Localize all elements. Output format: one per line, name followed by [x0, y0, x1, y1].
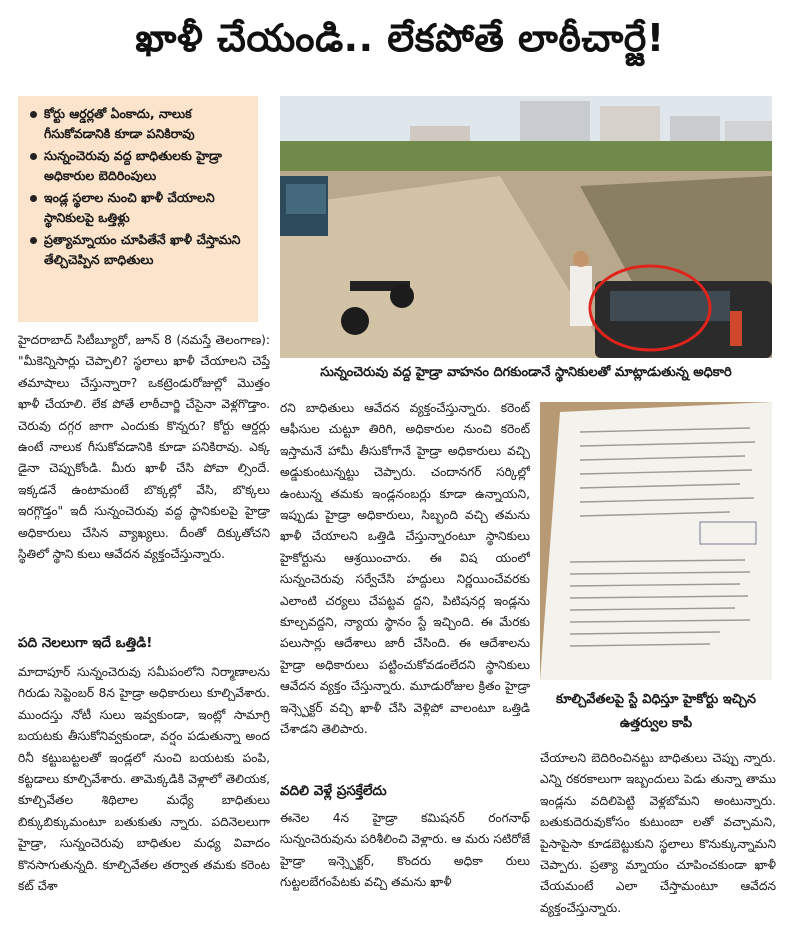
- article-col2-tail-text: ఈనెల 4న హైడ్రా కమిషనర్ రంగనాథ్ సున్నంచెరువును పరిశీలించి వెళ్లారు. ఆ మరు సటిరోజే హైడ్రా ఇన్స్పెక్టర్, కొందరు అధికా రులు గుట్టలబేగంపేటకు వచ్చి తమను ఖాళీ: [280, 811, 530, 890]
- court-order-illustration: [540, 402, 772, 680]
- article-col3-text: చేయాలని బెదిరించినట్టు బాధితులు చెప్పు న్నారు. ఎన్ని రకరకాలుగా ఇబ్బందులు పెడు తున్నా తాము ఇండ్లను వదిలిపెట్టి వెళ్లబోమని అంటున్నారు. బతుకుదెరువుకోసం కుటుంబా లతో వచ్చామని, పైసాపైసా కూడబెట్టుకుని స్థలాలు కొనుక్కున్నామని చెప్పారు. ప్రత్యా మ్నాయం చూపించకుండా ఖాళీ చేయమంటే ఎలా చేస్తామంటూ ఆవేదన వ్యక్తంచేస్తున్నారు.: [540, 751, 776, 915]
- subheading-1: పది నెలలుగా ఇదే ఒత్తిడి!: [18, 635, 153, 651]
- main-photo-illustration: [280, 96, 772, 358]
- highlight-item: [28, 146, 250, 186]
- court-order-caption: కూల్చివేతలపై స్టే విధిస్తూ హైకోర్టు ఇచ్చిన ఉత్తర్వుల కాపీ: [555, 692, 757, 731]
- article-body-col3: [540, 748, 776, 942]
- article-intro-text: హైదరాబాద్ సిటీబ్యూరో, జూన్ 8 (నమస్తే తెలంగాణ): "మీకెన్నిసార్లు చెప్పాలి? స్థలాలు ఖాళీ చేయాలని చెప్తే తమాషాలు చేస్తున్నారా? ఒకట్రెండురోజుల్లో మొత్తం ఖాళీ చేయాలి. లేక పోతే లాఠీచార్జి చేసైనా వెళ్లగొడ్తాం. చెరువు దగ్గర జాగా ఎందుకు కొన్నరు? కోర్టు ఆర్డర్లు ఉంటే నాలుక గీసుకోవడానికి కూడా పనికిరావు. ఎక్క డైనా చెప్పుకోండి. మీరు ఖాళీ చేసి పోవా ల్సిందే. ఇక్కడనే ఉంటామంటే బొక్కల్లో వేసి, బొక్కలు ఇరగ్గొడ్తం" ఇదీ సున్నంచెరువు వద్ద స్థానికులపై హైడ్రా అధికారులు చేసిన వ్యాఖ్యలు. దీంతో దిక్కుతోచని స్థితిలో స్థాని కులు ఆవేదన వ్యక్తంచేస్తున్నారు.: [18, 333, 270, 562]
- highlight-text: సున్నంచెరువు వద్ద బాధితులకు హైడ్రా అధికారుల బెదిరింపులు: [44, 148, 222, 183]
- bullet-dot-icon: [30, 111, 37, 118]
- bullet-dot-icon: [30, 153, 37, 160]
- headline: ఖాళీ చేయండి.. లేకపోతే లాఠీచార్జే!: [135, 16, 665, 60]
- highlight-text: కోర్టు ఆర్డర్లతో ఏంకాదు, నాలుక గీసుకోవడానికి కూడా పనికిరావు: [44, 106, 195, 141]
- highlights-box: [18, 96, 258, 322]
- bullet-dot-icon: [30, 195, 37, 202]
- article-body-col1: [18, 662, 270, 942]
- highlight-text: ఇండ్ల స్థలాల నుంచి ఖాళీ చేయాలని స్థానికులపై ఒత్తిళ్లు: [44, 190, 215, 225]
- article-col2-text: రని బాధితులు ఆవేదన వ్యక్తంచేస్తున్నారు. కరెంట్ ఆఫీసుల చుట్టూ తిరిగి, అధికారుల నుంచి కరెంట్ ఇస్తామనే హామీ తీసుకోగానే హైడ్రా అధికారులు వచ్చి అడ్డుకుంటున్నట్టు చెప్పారు. చందానగర్ సర్కిల్లో ఉంటున్న తమకు ఇండ్లనంబర్లు కూడా ఉన్నాయని, ఇప్పుడు హైడ్రా అధికారులు, సిబ్బంది వచ్చి తమను ఖాళీ చేయాలని ఒత్తిడి చేస్తున్నారంటూ స్థానికులు హైకోర్టును ఆశ్రయించారు. ఈ విష యంలో సున్నంచెరువు సర్వేచేసి హద్దులు నిర్ణయించేవరకు ఎలాంటి చర్యలు చేపట్టవ ద్దని, పిటిషనర్ల ఇండ్లను కూల్చవద్దని, న్యాయ స్థానం స్టే ఇచ్చింది. ఈ మేరకు పలుసార్లు ఆదేశాలు జారీ చేసింది. ఈ ఆదేశాలను హైడ్రా అధికారులు పట్టించుకోవడంలేదని స్థానికులు ఆవేదన వ్యక్తం చేస్తున్నారు. మూడురోజుల క్రితం హైడ్రా ఇన్స్పెక్టర్ వచ్చి ఖాళీ చేసి వెళ్లిపో వాలంటూ ఒత్తిడి చేశాడని తెలిపారు.: [280, 401, 530, 737]
- highlight-item: [28, 104, 250, 144]
- highlight-item: [28, 188, 250, 228]
- article-intro: [18, 330, 270, 630]
- highlight-item: [28, 230, 250, 270]
- article-body-col2-tail: [280, 808, 530, 942]
- court-order-photo: [540, 402, 772, 680]
- article-body-col2: [280, 398, 530, 774]
- highlight-text: ప్రత్యామ్నాయం చూపితేనే ఖాళీ చేస్తామని తేల్చిచెప్పిన బాధితులు: [44, 232, 241, 267]
- main-photo: [280, 96, 772, 358]
- subheading-2: వదిలి వెళ్లే ప్రసక్తేలేదు: [280, 783, 387, 799]
- bullet-dot-icon: [30, 237, 37, 244]
- article-col1-text: మాదాపూర్ సున్నంచెరువు సమీపంలోని నిర్మాణాలను గిరుడు సెప్టెంబర్ 8న హైడ్రా అధికారులు కూల్చివేశారు. ముందస్తు నోటీ సులు ఇవ్వకుండా, ఇంట్లో సామాగ్రి బయటకు తీసుకోనివ్వకుండా, వర్షం పడుతున్నా అంద రినీ కట్టుబట్టలతో ఇండ్లలో నుంచి బయటకు పంపి, కట్టడాలు కూల్చివేశారు. తామెక్కడికి వెళ్లాలో తెలియక, కూల్చివేతల శిథిలాల మధ్యే బాధితులు బిక్కుబిక్కుమంటూ బతుకుతు న్నారు. పదినెలలుగా హైడ్రా, సున్నంచెరువు బాధితుల మధ్య వివాదం కొనసాగుతున్నది. కూల్చివేతల తర్వాత తమకు కరెంట కట్ చేశా: [18, 665, 270, 894]
- photo-caption: సున్నంచెరువు వద్ద హైడ్రా వాహనం దిగకుండానే స్థానికులతో మాట్లాడుతున్న అధికారి: [320, 365, 732, 380]
